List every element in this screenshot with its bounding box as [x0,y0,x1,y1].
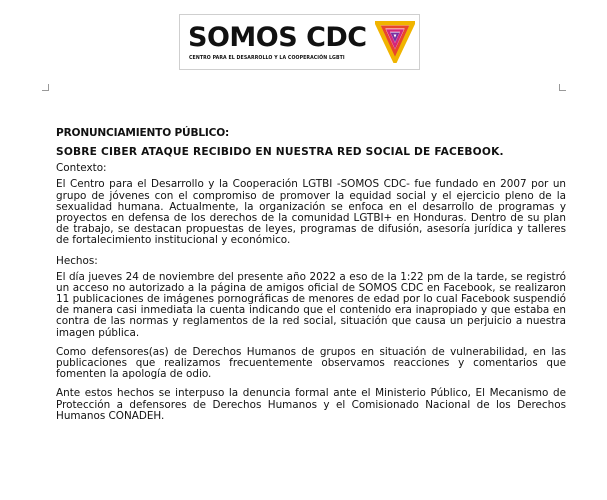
complaint-paragraph: Ante estos hechos se interpuso la denuncia formal ante el Ministerio Público, El Mecanismo de Protección a defensores de Derechos Humanos y el Comisionado Nacional de los Derechos Humanos CONADEH. [56,387,566,422]
defenders-paragraph: Como defensores(as) de Derechos Humanos de grupos en situación de vulnerabilidad, en las publicaciones que realizamos frecuentemente observamos reacciones y comentarios que fomenten la apología de odio. [56,345,566,381]
crop-mark-left [42,84,49,91]
logo-title: SOMOS CDC [188,22,367,53]
document-subheading: SOBRE CIBER ATAQUE RECIBIDO EN NUESTRA RED SOCIAL DE FACEBOOK. [56,146,504,158]
facts-label: Hechos: [56,254,98,267]
crop-mark-right [559,84,566,91]
document-heading: PRONUNCIAMIENTO PÚBLICO: [56,127,230,139]
context-label: Contexto: [56,162,107,175]
rainbow-triangle-icon [375,21,415,63]
somos-cdc-logo [179,14,420,70]
document-body [56,127,566,422]
logo-subtitle: CENTRO PARA EL DESARROLLO Y LA COOPERACIÓN LGBTI [189,55,345,61]
facts-paragraph: El día jueves 24 de noviembre del presente año 2022 a eso de la 1:22 pm de la tarde, se registró un acceso no autorizado a la página de amigos oficial de SOMOS CDC en Facebook, se realizaron 11 publicaciones de imágenes pornográficas de menores de edad por lo cual Facebook suspendió de manera casi inmediata la cuenta indicando que el contenido era inapropiado y que estaba en contra de las normas y reglamentos de la red social, situación que causa un perjuicio a nuestra imagen pública. [56,270,566,339]
context-paragraph: El Centro para el Desarrollo y la Cooperación LGTBI -SOMOS CDC- fue fundado en 2007 por un grupo de jóvenes con el compromiso de promover la equidad social y el ejercicio pleno de la sexualidad humana. Actualmente, la organización se enfoca en el desarrollo de programas y proyectos en defensa de los derechos de la comunidad LGTBI+ en Honduras. Dentro de su plan de trabajo, se destacan propuestas de leyes, programas de difusión, asesoría jurídica y talleres de fortalecimiento institucional y económico. [56,178,566,247]
